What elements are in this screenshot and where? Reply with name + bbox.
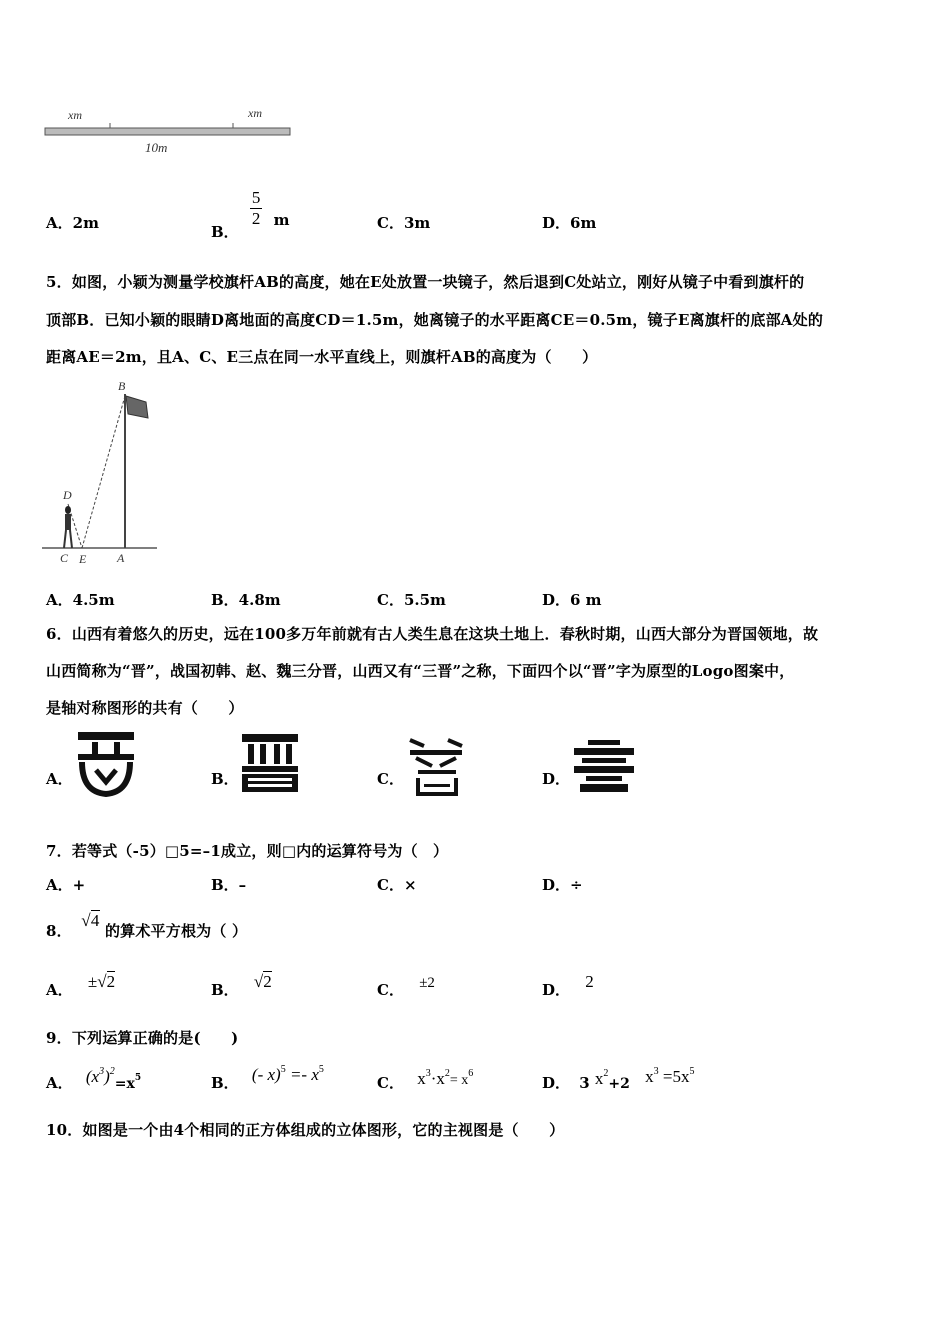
label-A: A (117, 551, 125, 565)
label-xm-left: xm (68, 108, 82, 122)
q8-option-b[interactable]: B． √2 (211, 972, 272, 999)
fraction-5-2: $\frac{5}{2}$ (251, 188, 261, 228)
jin-logo-d-icon (570, 736, 638, 798)
jin-logo-b-icon (238, 730, 302, 796)
q7-option-d[interactable]: D．÷ (542, 876, 583, 894)
flagpole-diagram (42, 380, 162, 570)
q5-option-a[interactable]: A．4.5m (46, 591, 115, 609)
q6-stem-line-1: 6．山西有着悠久的历史，远在100多万年前就有古人类生息在这块土地上．春秋时期，山西大部分为晋国领地，故 (46, 625, 819, 643)
q9-option-a[interactable]: A． $(x^3)^2=x^5$ (46, 1066, 142, 1092)
jin-logo-a-icon (74, 728, 138, 798)
q8-stem: 8． √4 的算术平方根为（ ） (46, 911, 248, 940)
q4-option-c[interactable]: C．3m (377, 214, 431, 232)
q5-stem-line-1: 5．如图，小颖为测量学校旗杆AB的高度，她在E处放置一块镜子，然后退到C处站立，刚好从镜子中看到旗杆的 (46, 273, 805, 291)
q6-option-b[interactable]: B． (211, 770, 239, 788)
q6-stem-line-3: 是轴对称图形的共有（ ） (46, 699, 244, 717)
q9-option-b[interactable]: B． (- $x)^5 =- x^5$ (211, 1064, 324, 1092)
q9-stem: 9．下列运算正确的是( ) (46, 1029, 239, 1047)
sqrt-4: √4 (81, 911, 100, 930)
q5-option-c[interactable]: C．5.5m (377, 591, 446, 609)
q10-stem: 10．如图是一个由4个相同的正方体组成的立体图形，它的主视图是（ ） (46, 1121, 565, 1139)
q4-option-b[interactable]: B． $\frac{5}{2}$ m (211, 188, 290, 241)
label-10m: 10m (145, 140, 168, 155)
q8-option-c[interactable]: C． ±2 (377, 975, 435, 999)
q9-option-d[interactable]: D． 3 $x^2+2$ $x^3 =5x^5$ (542, 1066, 695, 1092)
q6-stem-line-2: 山西简称为“晋”，战国初韩、赵、魏三分晋，山西又有“三晋”之称，下面四个以“晋”字为原型的Logo图案中， (46, 662, 795, 680)
label-D: D (63, 488, 72, 502)
q6-option-d[interactable]: D． (542, 770, 571, 788)
label-xm-right: xm (248, 106, 262, 120)
q7-option-b[interactable]: B．– (211, 876, 247, 894)
label-E: E (79, 552, 87, 566)
label-B: B (118, 379, 126, 393)
q9-option-c[interactable]: C． $x^3\cdot x^2= x^6$ (377, 1068, 474, 1092)
q5-option-b[interactable]: B．4.8m (211, 591, 281, 609)
q7-option-c[interactable]: C．× (377, 876, 417, 894)
q5-stem-line-3: 距离AE＝2m，且A、C、E三点在同一水平直线上，则旗杆AB的高度为（ ） (46, 348, 598, 366)
q4-option-a[interactable]: A．2m (46, 214, 99, 232)
q8-option-a[interactable]: A． ±√2 (46, 972, 116, 999)
q6-option-a[interactable]: A． (46, 770, 73, 788)
label-C: C (60, 551, 69, 565)
q7-option-a[interactable]: A．+ (46, 876, 86, 894)
q5-stem-line-2: 顶部B．已知小颖的眼睛D离地面的高度CD＝1.5m，她离镜子的水平距离CE＝0.5m，镜子E离旗杆的底部A处的 (46, 311, 824, 329)
q5-option-d[interactable]: D．6 m (542, 591, 602, 609)
jin-logo-c-icon (404, 732, 468, 798)
q6-option-c[interactable]: C． (377, 770, 404, 788)
q7-stem: 7．若等式（-5）□5=–1成立，则□内的运算符号为（ ） (46, 842, 449, 860)
q8-option-d[interactable]: D． 2 (542, 972, 594, 999)
q4-option-d[interactable]: D．6m (542, 214, 597, 232)
